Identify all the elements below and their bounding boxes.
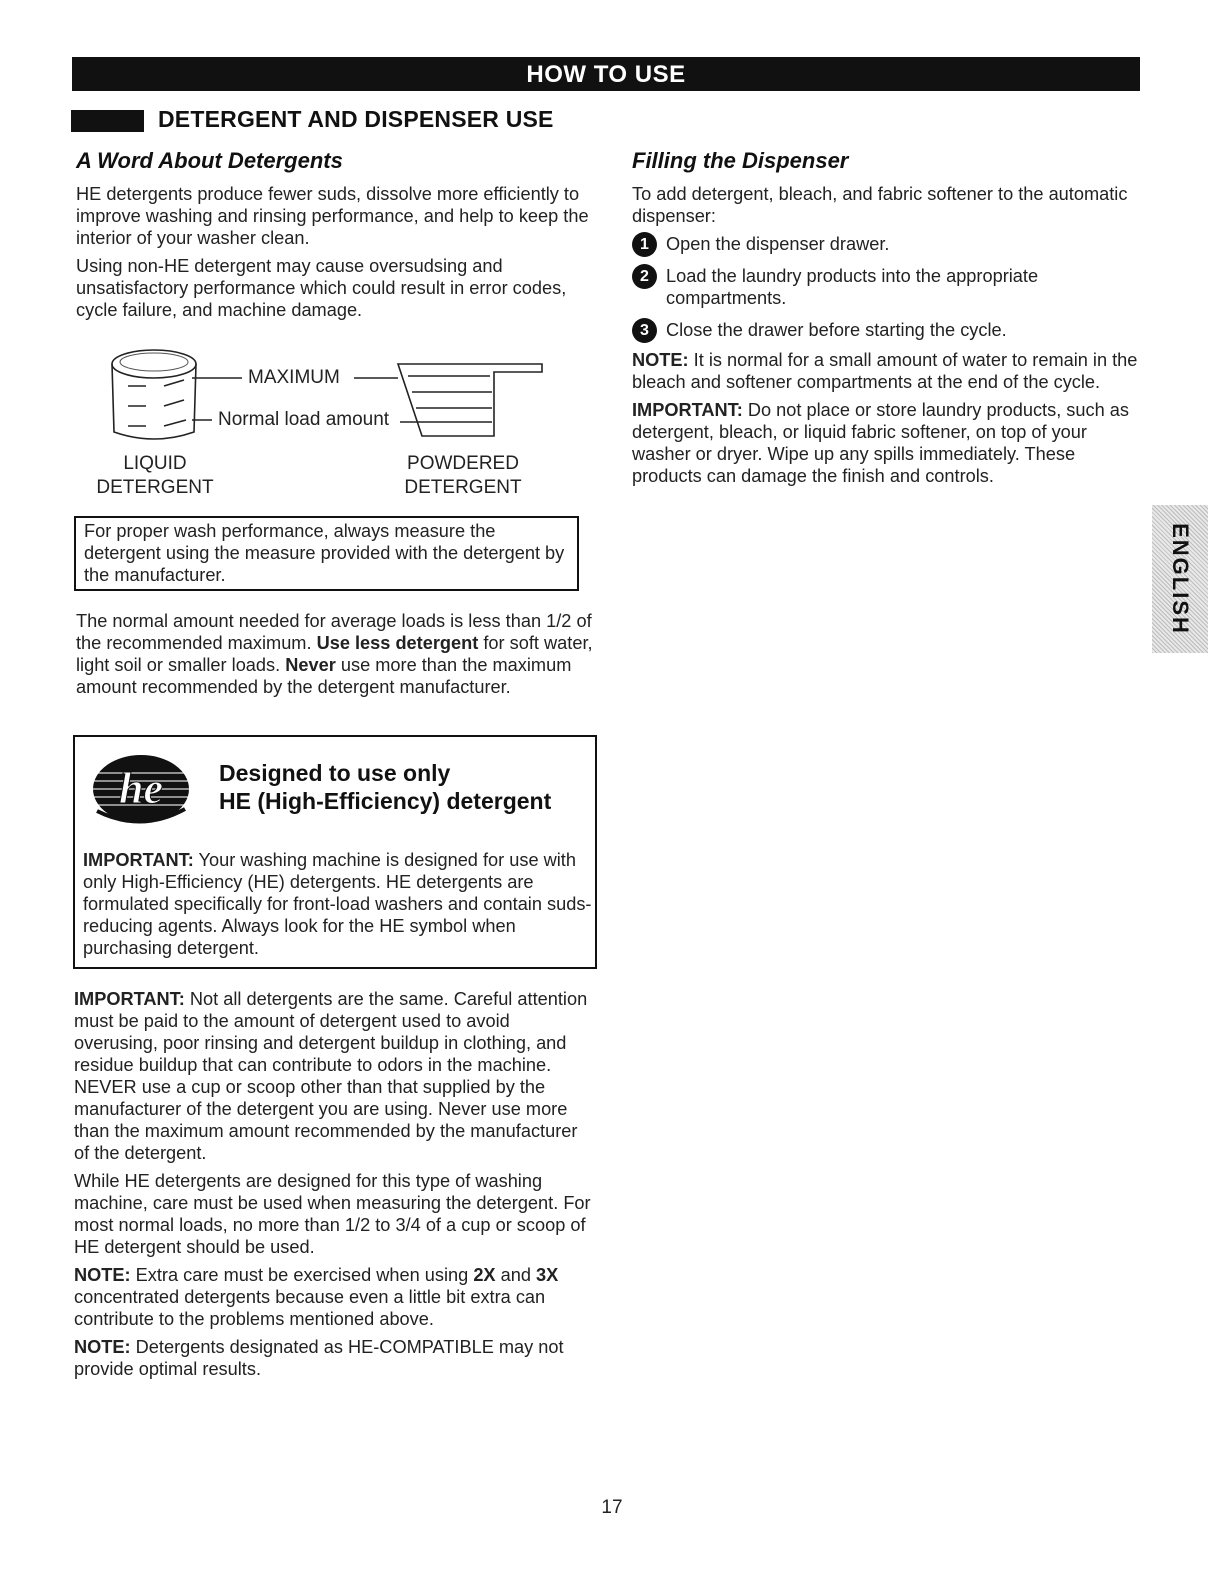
note-text-2: and [500, 1265, 531, 1285]
dispenser-important [632, 399, 1142, 487]
liquid-detergent-label [92, 452, 218, 500]
step-2 [632, 265, 1142, 309]
step-2-number: 2 [632, 264, 657, 289]
measure-note-text: For proper wash performance, always measure the detergent using the measure provided with the detergent by the manufacturer. [84, 521, 565, 585]
powder-scoop-icon [398, 364, 542, 436]
normal-amount-paragraph [76, 610, 596, 698]
important-text: Not all detergents are the same. Careful attention must be paid to the amount of detergent used to avoid overusing, poor rinsing and detergent buildup in clothing, and residue buildup that can contribute to odors in the machine. NEVER use a cup or scoop other than that supplied by the manufacturer of the detergent you are using. Never use more than the maximum amount recommended by the manufacturer of the detergent. [74, 989, 588, 1163]
note-label: NOTE: [74, 1265, 131, 1285]
he-heading [219, 759, 551, 815]
note-2x-3x-paragraph [74, 1264, 594, 1330]
normal-amount-text-3: use more than the maximum amount recommended by the detergent manufacturer. [76, 655, 572, 697]
normal-amount-text-1: The normal amount needed for average loads is less than 1/2 of the recommended maximum. [76, 611, 592, 653]
while-he-paragraph: While HE detergents are designed for this type of washing machine, care must be used when measuring the detergent. For most normal loads, no more than 1/2 to 3/4 of a cup or scoop of HE detergent should be used. [74, 1171, 591, 1257]
he-important-label: IMPORTANT: [83, 850, 194, 870]
intro-paragraph-1: HE detergents produce fewer suds, dissolve more efficiently to improve washing and rinsing performance, and help to keep the interior of your washer clean. [76, 184, 589, 248]
language-side-tab [1152, 505, 1208, 653]
step-1 [632, 233, 1142, 255]
dispenser-note-label: NOTE: [632, 350, 689, 370]
powdered-label-line1: POWDERED [407, 453, 519, 474]
he-info-box [73, 735, 597, 969]
normal-load-label: Normal load amount [218, 409, 390, 430]
measure-note-box [74, 516, 579, 591]
step-2-text: Load the laundry products into the appropriate compartments. [666, 266, 1039, 308]
detergent-guidance [74, 988, 594, 1380]
note-text-1: Extra care must be exercised when using [135, 1265, 469, 1285]
normal-amount-text-2: for soft water, light soil or smaller loads. [76, 633, 593, 675]
never-emphasis: Never [285, 655, 336, 675]
note2-label: NOTE: [74, 1337, 131, 1357]
liquid-cap-icon [112, 350, 196, 439]
liquid-label-line2: DETERGENT [96, 477, 214, 498]
powdered-label-line2: DETERGENT [404, 477, 522, 498]
important-label: IMPORTANT: [74, 989, 185, 1009]
note-3x: 3X [536, 1265, 559, 1285]
step-1-text: Open the dispenser drawer. [666, 234, 890, 254]
step-3-text: Close the drawer before starting the cycle. [666, 320, 1007, 340]
important-paragraph [74, 988, 594, 1164]
detergents-intro [76, 183, 596, 321]
note-text-3: concentrated detergents because even a little bit extra can contribute to the problems mentioned above. [74, 1287, 546, 1329]
page-number: 17 [601, 1497, 623, 1518]
dispenser-important-label: IMPORTANT: [632, 400, 743, 420]
dispenser-note [632, 349, 1142, 393]
maximum-label: MAXIMUM [248, 367, 340, 388]
language-tab-label: ENGLISH [1168, 523, 1193, 635]
right-subheading: Filling the Dispenser [632, 148, 849, 173]
dispenser-intro: To add detergent, bleach, and fabric softener to the automatic dispenser: [632, 184, 1128, 226]
note2-text: Detergents designated as HE-COMPATIBLE may not provide optimal results. [74, 1337, 564, 1379]
step-3-number: 3 [632, 318, 657, 343]
he-logo-text: he [119, 764, 163, 813]
dispenser-instructions [632, 183, 1142, 487]
note-he-compatible-paragraph [74, 1336, 594, 1380]
he-important-text [83, 849, 595, 959]
liquid-label-line1: LIQUID [123, 453, 187, 474]
left-subheading: A Word About Detergents [76, 148, 343, 173]
section-marker [71, 110, 144, 132]
he-important-body: Your washing machine is designed for use with only High-Efficiency (HE) detergents. HE detergents are formulated specifically for front-load washers and contain suds-reducing agents. Always look for the HE symbol when purchasing detergent. [83, 850, 592, 958]
powdered-detergent-label [398, 452, 528, 500]
header-bar-title: HOW TO USE [526, 61, 686, 88]
section-title: DETERGENT AND DISPENSER USE [158, 106, 554, 132]
he-heading-line1: Designed to use only [219, 760, 451, 786]
dispenser-note-text: It is normal for a small amount of water to remain in the bleach and softener compartments at the end of the cycle. [632, 350, 1138, 392]
step-1-number: 1 [632, 232, 657, 257]
he-heading-line2: HE (High-Efficiency) detergent [219, 788, 552, 814]
note-2x: 2X [473, 1265, 496, 1285]
use-less-detergent-emphasis: Use less detergent [316, 633, 479, 653]
intro-paragraph-2: Using non-HE detergent may cause oversudsing and unsatisfactory performance which could result in error codes, cycle failure, and machine damage. [76, 256, 567, 320]
detergent-measure-diagram [92, 340, 562, 505]
step-3 [632, 319, 1142, 341]
dispenser-important-text: Do not place or store laundry products, such as detergent, bleach, or liquid fabric softener, on top of your washer or dryer. Wipe up any spills immediately. These products can damage the finish and controls. [632, 400, 1129, 486]
he-logo-icon [89, 751, 193, 829]
header-bar [72, 57, 1140, 91]
